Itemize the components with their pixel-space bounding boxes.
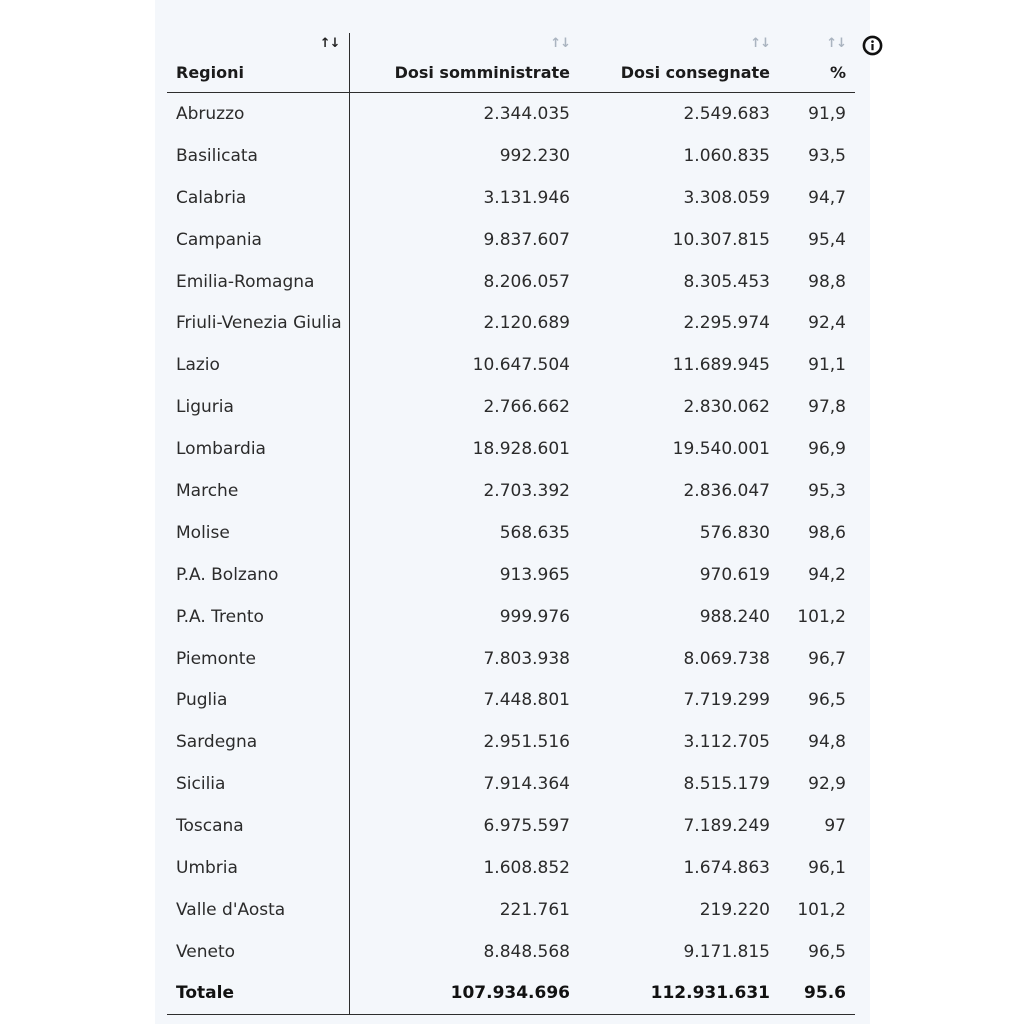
table-row <box>167 386 855 428</box>
table-body <box>167 93 855 1015</box>
region-cell: Emilia-Romagna <box>167 261 349 303</box>
delivered-cell: 19.540.001 <box>672 439 770 460</box>
region-cell: Sardegna <box>167 721 349 763</box>
delivered-cell: 7.719.299 <box>683 690 770 711</box>
table-row <box>167 93 855 135</box>
percent-cell: 97,8 <box>808 397 846 418</box>
sort-arrows-icon[interactable]: ↑↓ <box>826 36 846 51</box>
delivered-cell: 8.305.453 <box>683 271 770 292</box>
column-header-label: Regioni <box>176 63 244 82</box>
administered-cell: 7.914.364 <box>483 774 570 795</box>
delivered-cell: 3.112.705 <box>683 732 770 753</box>
percent-cell: 96,9 <box>808 439 846 460</box>
delivered-cell: 2.830.062 <box>683 397 770 418</box>
delivered-cell: 8.515.179 <box>683 774 770 795</box>
delivered-cell: 2.549.683 <box>683 103 770 124</box>
delivered-cell: 970.619 <box>699 564 770 585</box>
region-cell: Marche <box>167 470 349 512</box>
total-delivered: 112.931.631 <box>579 973 779 1015</box>
administered-cell: 913.965 <box>499 564 570 585</box>
delivered-cell: 7.189.249 <box>683 816 770 837</box>
region-cell: Piemonte <box>167 638 349 680</box>
sort-arrows-icon[interactable]: ↑↓ <box>750 36 770 51</box>
table-row <box>167 135 855 177</box>
delivered-cell: 9.171.815 <box>683 941 770 962</box>
administered-cell: 9.837.607 <box>483 229 570 250</box>
table-row <box>167 847 855 889</box>
percent-cell: 94,7 <box>808 187 846 208</box>
region-cell: Calabria <box>167 177 349 219</box>
column-header-dosi-consegnate[interactable] <box>579 33 779 93</box>
region-cell: Friuli-Venezia Giulia <box>167 302 349 344</box>
delivered-cell: 8.069.738 <box>683 648 770 669</box>
table-row <box>167 428 855 470</box>
table-row <box>167 638 855 680</box>
region-cell: Veneto <box>167 931 349 973</box>
administered-cell: 1.608.852 <box>483 857 570 878</box>
delivered-cell: 1.674.863 <box>683 857 770 878</box>
administered-cell: 7.448.801 <box>483 690 570 711</box>
sort-arrows-icon[interactable]: ↑↓ <box>550 36 570 51</box>
administered-cell: 221.761 <box>499 899 570 920</box>
table-row <box>167 470 855 512</box>
administered-cell: 10.647.504 <box>472 355 570 376</box>
delivered-cell: 3.308.059 <box>683 187 770 208</box>
table-header-row <box>167 33 855 93</box>
total-row <box>167 973 855 1015</box>
percent-cell: 96,5 <box>808 941 846 962</box>
administered-cell: 8.848.568 <box>483 941 570 962</box>
total-administered: 107.934.696 <box>349 973 579 1015</box>
percent-cell: 94,2 <box>808 564 846 585</box>
total-label: Totale <box>167 973 349 1015</box>
percent-cell: 92,9 <box>808 774 846 795</box>
percent-cell: 93,5 <box>808 145 846 166</box>
percent-cell: 101,2 <box>797 899 846 920</box>
table-row <box>167 512 855 554</box>
table-row <box>167 596 855 638</box>
administered-cell: 992.230 <box>499 145 570 166</box>
delivered-cell: 1.060.835 <box>683 145 770 166</box>
info-circle-icon[interactable] <box>862 35 883 56</box>
region-cell: Molise <box>167 512 349 554</box>
region-cell: Lombardia <box>167 428 349 470</box>
table-row <box>167 302 855 344</box>
region-cell: P.A. Trento <box>167 596 349 638</box>
percent-cell: 101,2 <box>797 606 846 627</box>
region-cell: Lazio <box>167 344 349 386</box>
delivered-cell: 2.836.047 <box>683 480 770 501</box>
table-row <box>167 344 855 386</box>
percent-cell: 92,4 <box>808 313 846 334</box>
percent-cell: 91,1 <box>808 355 846 376</box>
administered-cell: 568.635 <box>499 522 570 543</box>
administered-cell: 2.766.662 <box>483 397 570 418</box>
administered-cell: 18.928.601 <box>472 439 570 460</box>
table-row <box>167 219 855 261</box>
delivered-cell: 11.689.945 <box>672 355 770 376</box>
percent-cell: 91,9 <box>808 103 846 124</box>
region-cell: Umbria <box>167 847 349 889</box>
table-row <box>167 763 855 805</box>
region-cell: Valle d'Aosta <box>167 889 349 931</box>
percent-cell: 97 <box>824 816 846 837</box>
region-cell: Liguria <box>167 386 349 428</box>
region-cell: Toscana <box>167 805 349 847</box>
vaccine-doses-table <box>167 33 855 1015</box>
region-cell: Basilicata <box>167 135 349 177</box>
table-row <box>167 931 855 973</box>
column-header-label: Dosi consegnate <box>620 63 770 82</box>
administered-cell: 8.206.057 <box>483 271 570 292</box>
delivered-cell: 988.240 <box>699 606 770 627</box>
administered-cell: 2.120.689 <box>483 313 570 334</box>
administered-cell: 3.131.946 <box>483 187 570 208</box>
table-row <box>167 889 855 931</box>
percent-cell: 98,8 <box>808 271 846 292</box>
table-row <box>167 805 855 847</box>
percent-cell: 96,7 <box>808 648 846 669</box>
table-row <box>167 679 855 721</box>
administered-cell: 999.976 <box>499 606 570 627</box>
administered-cell: 7.803.938 <box>483 648 570 669</box>
region-cell: Sicilia <box>167 763 349 805</box>
administered-cell: 2.344.035 <box>483 103 570 124</box>
column-header-regioni[interactable] <box>167 33 349 93</box>
table-row <box>167 177 855 219</box>
percent-cell: 94,8 <box>808 732 846 753</box>
delivered-cell: 2.295.974 <box>683 313 770 334</box>
column-header-dosi-somministrate[interactable] <box>349 33 579 93</box>
region-cell: Campania <box>167 219 349 261</box>
percent-cell: 96,1 <box>808 857 846 878</box>
percent-cell: 98,6 <box>808 522 846 543</box>
table-row <box>167 721 855 763</box>
delivered-cell: 10.307.815 <box>672 229 770 250</box>
table-row <box>167 554 855 596</box>
column-header-label: % <box>829 63 846 82</box>
sort-arrows-icon[interactable]: ↑↓ <box>319 36 340 51</box>
percent-cell: 95,4 <box>808 229 846 250</box>
total-percent: 95.6 <box>779 973 855 1015</box>
administered-cell: 2.703.392 <box>483 480 570 501</box>
region-cell: Puglia <box>167 679 349 721</box>
region-cell: P.A. Bolzano <box>167 554 349 596</box>
percent-cell: 95,3 <box>808 480 846 501</box>
administered-cell: 6.975.597 <box>483 816 570 837</box>
column-header-percent[interactable] <box>779 33 855 93</box>
region-cell: Abruzzo <box>167 93 349 135</box>
table-row <box>167 261 855 303</box>
delivered-cell: 219.220 <box>699 899 770 920</box>
percent-cell: 96,5 <box>808 690 846 711</box>
delivered-cell: 576.830 <box>699 522 770 543</box>
column-header-label: Dosi somministrate <box>394 63 570 82</box>
administered-cell: 2.951.516 <box>483 732 570 753</box>
